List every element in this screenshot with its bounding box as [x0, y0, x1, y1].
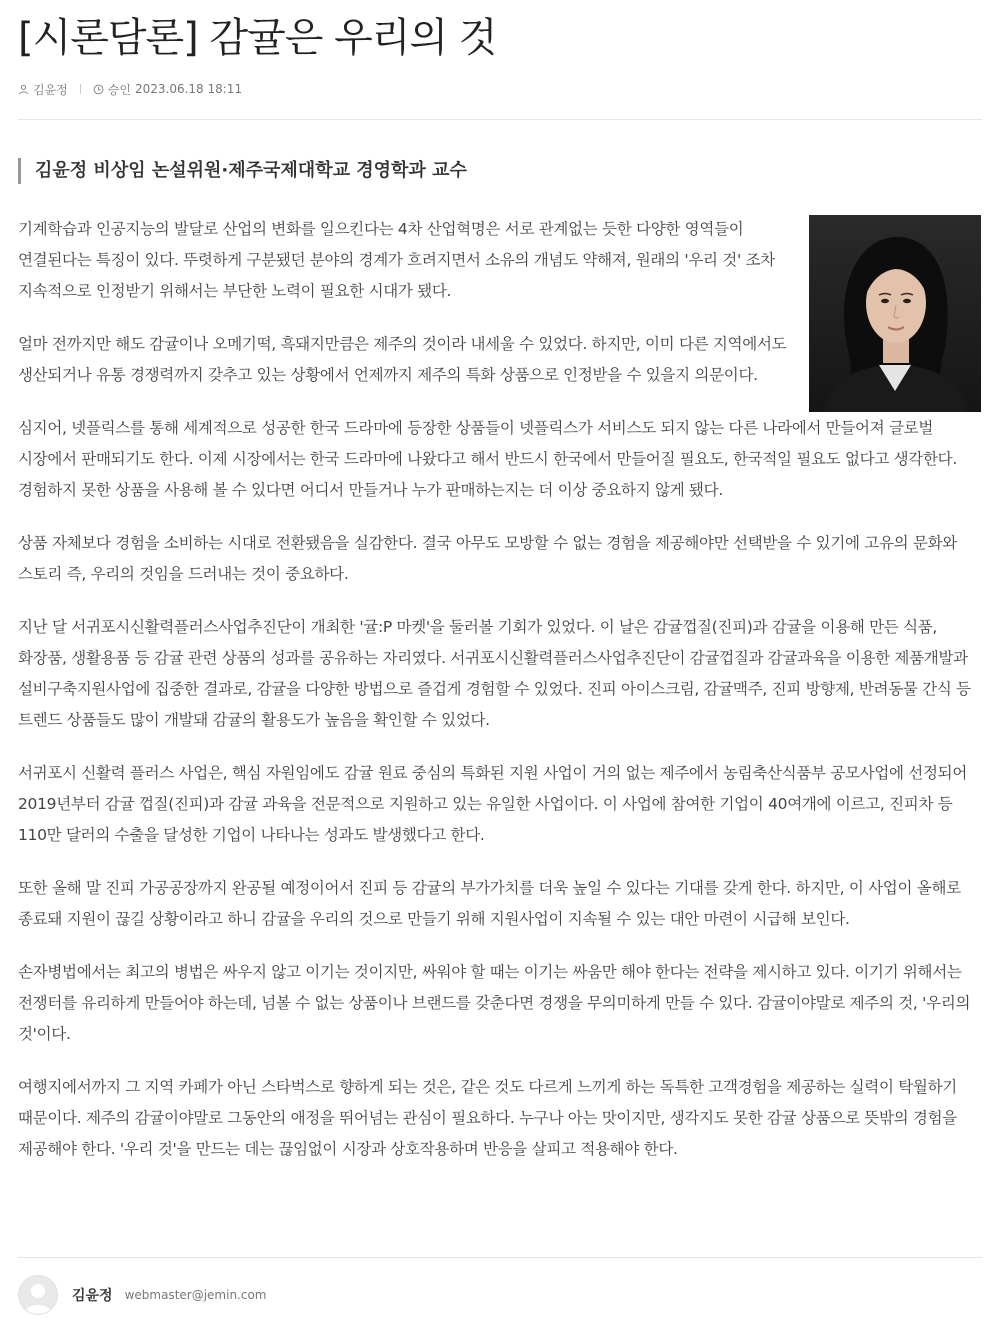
author-name[interactable]: 김윤정 [72, 1288, 113, 1304]
avatar[interactable] [18, 1275, 58, 1315]
article-paragraph: 지난 달 서귀포시신활력플러스사업추진단이 개최한 '귤:P 마켓'을 둘러볼 기회가 있었다. 이 날은 감귤껍질(진피)과 감귤을 이용해 만든 식품, 화장품, 생활용품 등 감귤 관련 상품의 성과를 공유하는 자리였다. 서귀포시신활력플러스사업추진단이 감귤껍질과 감귤과육을 이용한 제품개발과 설비구축지원사업에 집중한 결과로, 감귤을 다양한 방법으로 즐겁게 경험할 수 있었다. 진피 아이스크림, 감귤맥주, 진피 방향제, 반려동물 간식 등 트렌드 상품들도 많이 개발돼 감귤의 활용도가 높음을 확인할 수 있었다. [18, 618, 971, 729]
article-paragraph: 기계학습과 인공지능의 발달로 산업의 변화를 일으킨다는 4차 산업혁명은 서로 관계없는 듯한 다양한 영역들이 연결된다는 특징이 있다. 뚜렷하게 구분됐던 분야의 경계가 흐려지면서 소유의 개념도 약해져, 원래의 '우리 것' 조차 지속적으로 인정받기 위해서는 부단한 노력이 필요한 시대가 됐다. [18, 220, 775, 300]
article-body [18, 214, 982, 1187]
approved-datetime: 2023.06.18 18:11 [134, 82, 243, 96]
article-paragraph: 심지어, 넷플릭스를 통해 세계적으로 성공한 한국 드라마에 등장한 상품들이 넷플릭스가 서비스도 되지 않는 다른 나라에서 만들어져 글로벌 시장에서 판매되기도 한다. 이제 시장에서는 한국 드라마에 나왔다고 해서 반드시 한국에서 만들어질 필요도, 한국적일 필요도 없다고 생각한다. 경험하지 못한 상품을 사용해 볼 수 있다면 어디서 만들거나 누가 판매하는지는 더 이상 중요하지 않게 됐다. [18, 419, 957, 499]
header-divider [18, 119, 982, 120]
meta-divider [80, 84, 81, 94]
author-box [18, 1275, 267, 1315]
article-paragraph: 얼마 전까지만 해도 감귤이나 오메기떡, 흑돼지만큼은 제주의 것이라 내세울 수 있었다. 하지만, 이미 다른 지역에서도 생산되거나 유통 경쟁력까지 갖추고 있는 상황에서 언제까지 제주의 특화 상품으로 인정받을 수 있을지 의문이다. [18, 335, 787, 384]
footer-divider [18, 1257, 982, 1258]
article-paragraph: 여행지에서까지 그 지역 카페가 아닌 스타벅스로 향하게 되는 것은, 같은 것도 다르게 느끼게 하는 독특한 고객경험을 제공하는 실력이 탁월하기 때문이다. 제주의 감귤이야말로 그동안의 애정을 뛰어넘는 관심이 필요하다. 누구나 아는 맛이지만, 생각지도 못한 감귤 상품으로 뜻밖의 경험을 제공해야 한다. '우리 것'을 만드는 데는 끊임없이 시장과 상호작용하며 반응을 살피고 적용해야 한다. [18, 1078, 957, 1158]
clock-icon [93, 84, 104, 95]
article-paragraph: 또한 올해 말 진피 가공공장까지 완공될 예정이어서 진피 등 감귤의 부가가치를 더욱 높일 수 있다는 기대를 갖게 한다. 하지만, 이 사업이 올해로 종료돼 지원이 끊길 상황이라고 하니 감귤을 우리의 것으로 만들기 위해 지원사업이 지속될 수 있는 대안 마련이 시급해 보인다. [18, 879, 961, 928]
article-subheading: 김윤정 비상임 논설위원·제주국제대학교 경영학과 교수 [18, 158, 467, 184]
person-icon [18, 84, 29, 95]
article-title: [시론담론] 감귤은 우리의 것 [18, 15, 497, 61]
article-meta [18, 80, 242, 98]
user-silhouette-icon [19, 1276, 57, 1314]
article-paragraph: 서귀포시 신활력 플러스 사업은, 핵심 자원임에도 감귤 원료 중심의 특화된 지원 사업이 거의 없는 제주에서 농림축산식품부 공모사업에 선정되어 2019년부터 감귤 껍질(진피)과 감귤 과육을 전문적으로 지원하고 있는 유일한 사업이다. 이 사업에 참여한 기업이 40여개에 이르고, 진피차 등 110만 달러의 수출을 달성한 기업이 나타나는 성과도 발생했다고 한다. [18, 764, 967, 844]
byline-author: 김윤정 [33, 82, 68, 97]
author-email[interactable]: webmaster@jemin.com [124, 1288, 267, 1302]
article-paragraph: 손자병법에서는 최고의 병법은 싸우지 않고 이기는 것이지만, 싸워야 할 때는 이기는 싸움만 해야 한다는 전략을 제시하고 있다. 이기기 위해서는 전쟁터를 유리하게 만들어야 하는데, 넘볼 수 없는 상품이나 브랜드를 갖춘다면 경쟁을 무의미하게 만들 수 있다. 감귤이야말로 제주의 것, '우리의 것'이다. [18, 963, 971, 1043]
approved-label: 승인 [107, 82, 131, 97]
article-paragraph: 상품 자체보다 경험을 소비하는 시대로 전환됐음을 실감한다. 결국 아무도 모방할 수 없는 경험을 제공해야만 선택받을 수 있기에 고유의 문화와 스토리 즉, 우리의 것임을 드러내는 것이 중요하다. [18, 534, 957, 583]
